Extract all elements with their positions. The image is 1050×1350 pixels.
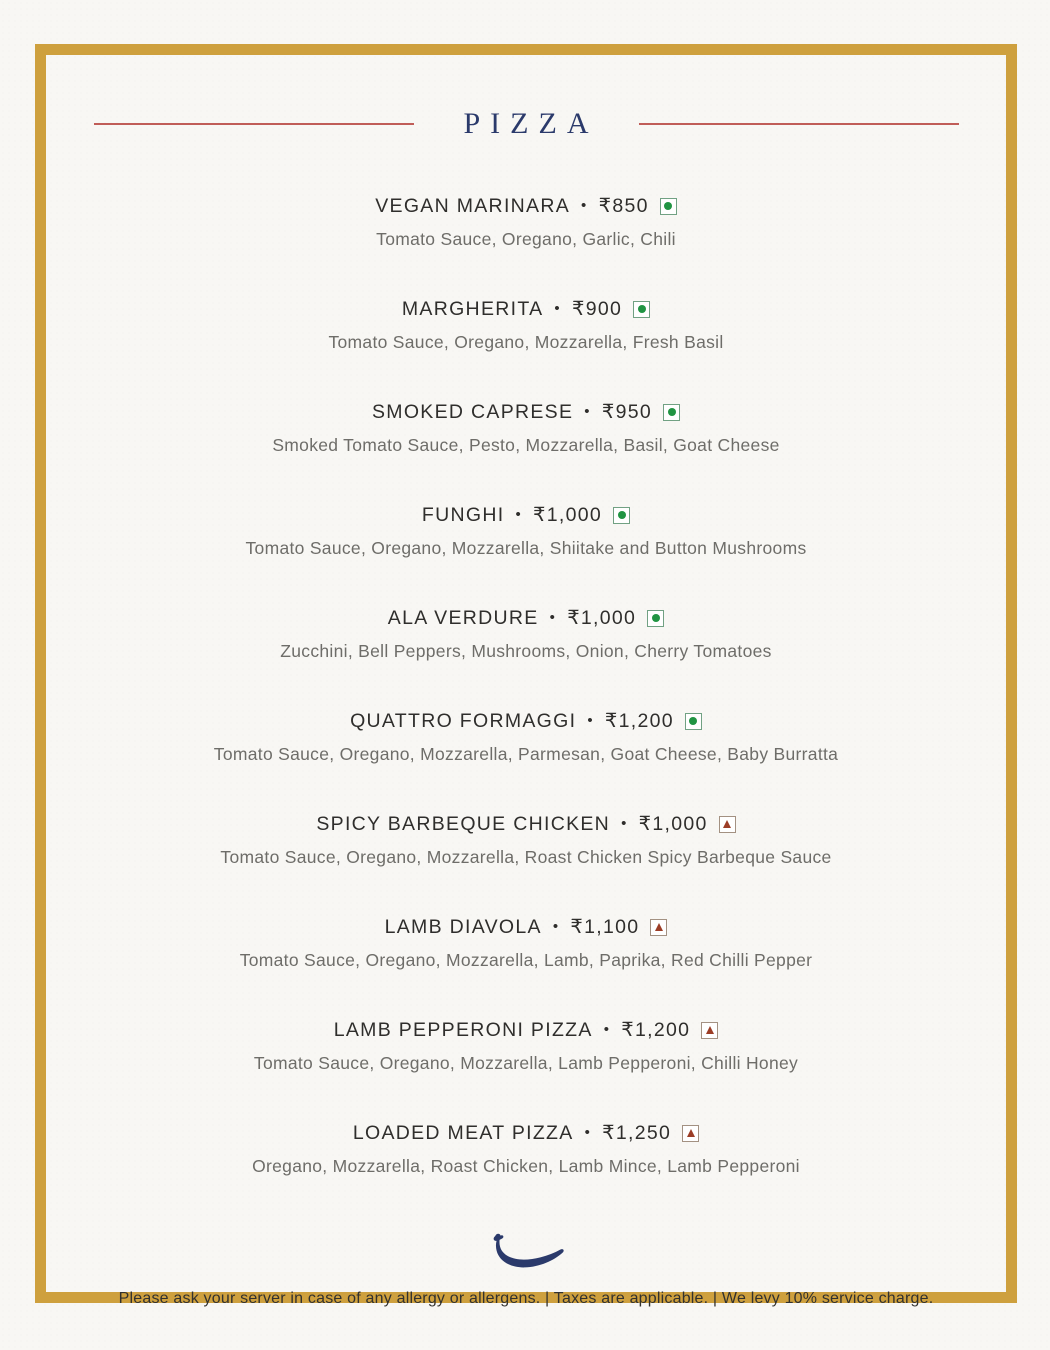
bullet-separator: •	[587, 712, 594, 729]
menu-item	[245, 502, 806, 560]
item-name: LAMB DIAVOLA	[384, 916, 542, 938]
veg-icon	[685, 713, 702, 730]
veg-icon	[647, 610, 664, 627]
bullet-separator: •	[515, 506, 523, 523]
veg-icon	[660, 198, 677, 215]
bullet-separator: •	[552, 918, 560, 935]
veg-icon	[613, 507, 630, 524]
item-price: ₹1,000	[567, 607, 637, 629]
bullet-separator: •	[603, 1021, 611, 1038]
veg-icon	[663, 404, 680, 421]
menu-item	[280, 605, 771, 663]
menu-item	[214, 708, 838, 766]
menu-item	[272, 399, 779, 457]
item-name: SMOKED CAPRESE	[371, 401, 574, 423]
item-price: ₹850	[598, 195, 649, 217]
title-rule-left	[94, 123, 414, 125]
item-description: Tomato Sauce, Oregano, Mozzarella, Roast Chicken Spicy Barbeque Sauce	[220, 847, 832, 867]
item-description: Tomato Sauce, Oregano, Mozzarella, Lamb Pepperoni, Chilli Honey	[253, 1053, 799, 1073]
item-name: LAMB PEPPERONI PIZZA	[333, 1019, 593, 1041]
item-price: ₹1,100	[570, 916, 640, 938]
item-description: Tomato Sauce, Oregano, Mozzarella, Fresh Basil	[328, 332, 724, 352]
menu-item	[375, 193, 677, 251]
item-price: ₹950	[601, 401, 653, 423]
item-price: ₹1,250	[602, 1122, 672, 1144]
item-name: ALA VERDURE	[387, 607, 539, 629]
item-name: MARGHERITA	[401, 298, 544, 320]
item-name: QUATTRO FORMAGGI	[350, 710, 577, 732]
veg-icon	[633, 301, 650, 318]
item-description: Oregano, Mozzarella, Roast Chicken, Lamb Mince, Lamb Pepperoni	[252, 1156, 800, 1176]
menu-item	[240, 914, 813, 972]
menu-header	[46, 107, 1006, 141]
bullet-separator: •	[581, 197, 588, 214]
item-price: ₹1,000	[638, 813, 708, 835]
non-veg-icon	[719, 816, 736, 833]
item-name: SPICY BARBEQUE CHICKEN	[316, 813, 611, 835]
bullet-separator: •	[584, 403, 591, 420]
item-description: Tomato Sauce, Oregano, Garlic, Chili	[376, 229, 676, 249]
non-veg-icon	[682, 1125, 699, 1142]
menu-item	[254, 1017, 798, 1075]
title-rule-right	[639, 123, 959, 125]
menu-item	[220, 811, 831, 869]
footer-note: Please ask your server in case of any allergy or allergens. | Taxes are applicable. | We levy 10% service charge.	[118, 1290, 934, 1307]
item-price: ₹1,200	[621, 1019, 691, 1041]
item-name: VEGAN MARINARA	[375, 195, 571, 217]
non-veg-icon	[701, 1022, 718, 1039]
item-price: ₹1,000	[533, 504, 603, 526]
item-description: Tomato Sauce, Oregano, Mozzarella, Parmesan, Goat Cheese, Baby Burratta	[213, 744, 839, 764]
non-veg-icon	[650, 919, 667, 936]
bullet-separator: •	[549, 609, 557, 626]
peacock-logo-icon	[474, 1231, 578, 1273]
menu-item	[252, 1120, 800, 1178]
item-description: Smoked Tomato Sauce, Pesto, Mozzarella, Basil, Goat Cheese	[272, 435, 780, 455]
menu-content	[46, 55, 1006, 1307]
item-name: LOADED MEAT PIZZA	[352, 1122, 574, 1144]
item-description: Tomato Sauce, Oregano, Mozzarella, Lamb, Paprika, Red Chilli Pepper	[239, 950, 813, 970]
bullet-separator: •	[584, 1124, 592, 1141]
item-price: ₹1,200	[604, 710, 674, 732]
item-description: Zucchini, Bell Peppers, Mushrooms, Onion, Cherry Tomatoes	[280, 641, 772, 661]
bullet-separator: •	[554, 300, 561, 317]
menu-list	[46, 193, 1006, 1223]
item-price: ₹900	[571, 298, 623, 320]
menu-item	[328, 296, 723, 354]
page-title: PIZZA	[463, 107, 599, 140]
item-name: FUNGHI	[421, 504, 505, 526]
bullet-separator: •	[621, 815, 628, 832]
item-description: Tomato Sauce, Oregano, Mozzarella, Shiitake and Button Mushrooms	[245, 538, 807, 558]
